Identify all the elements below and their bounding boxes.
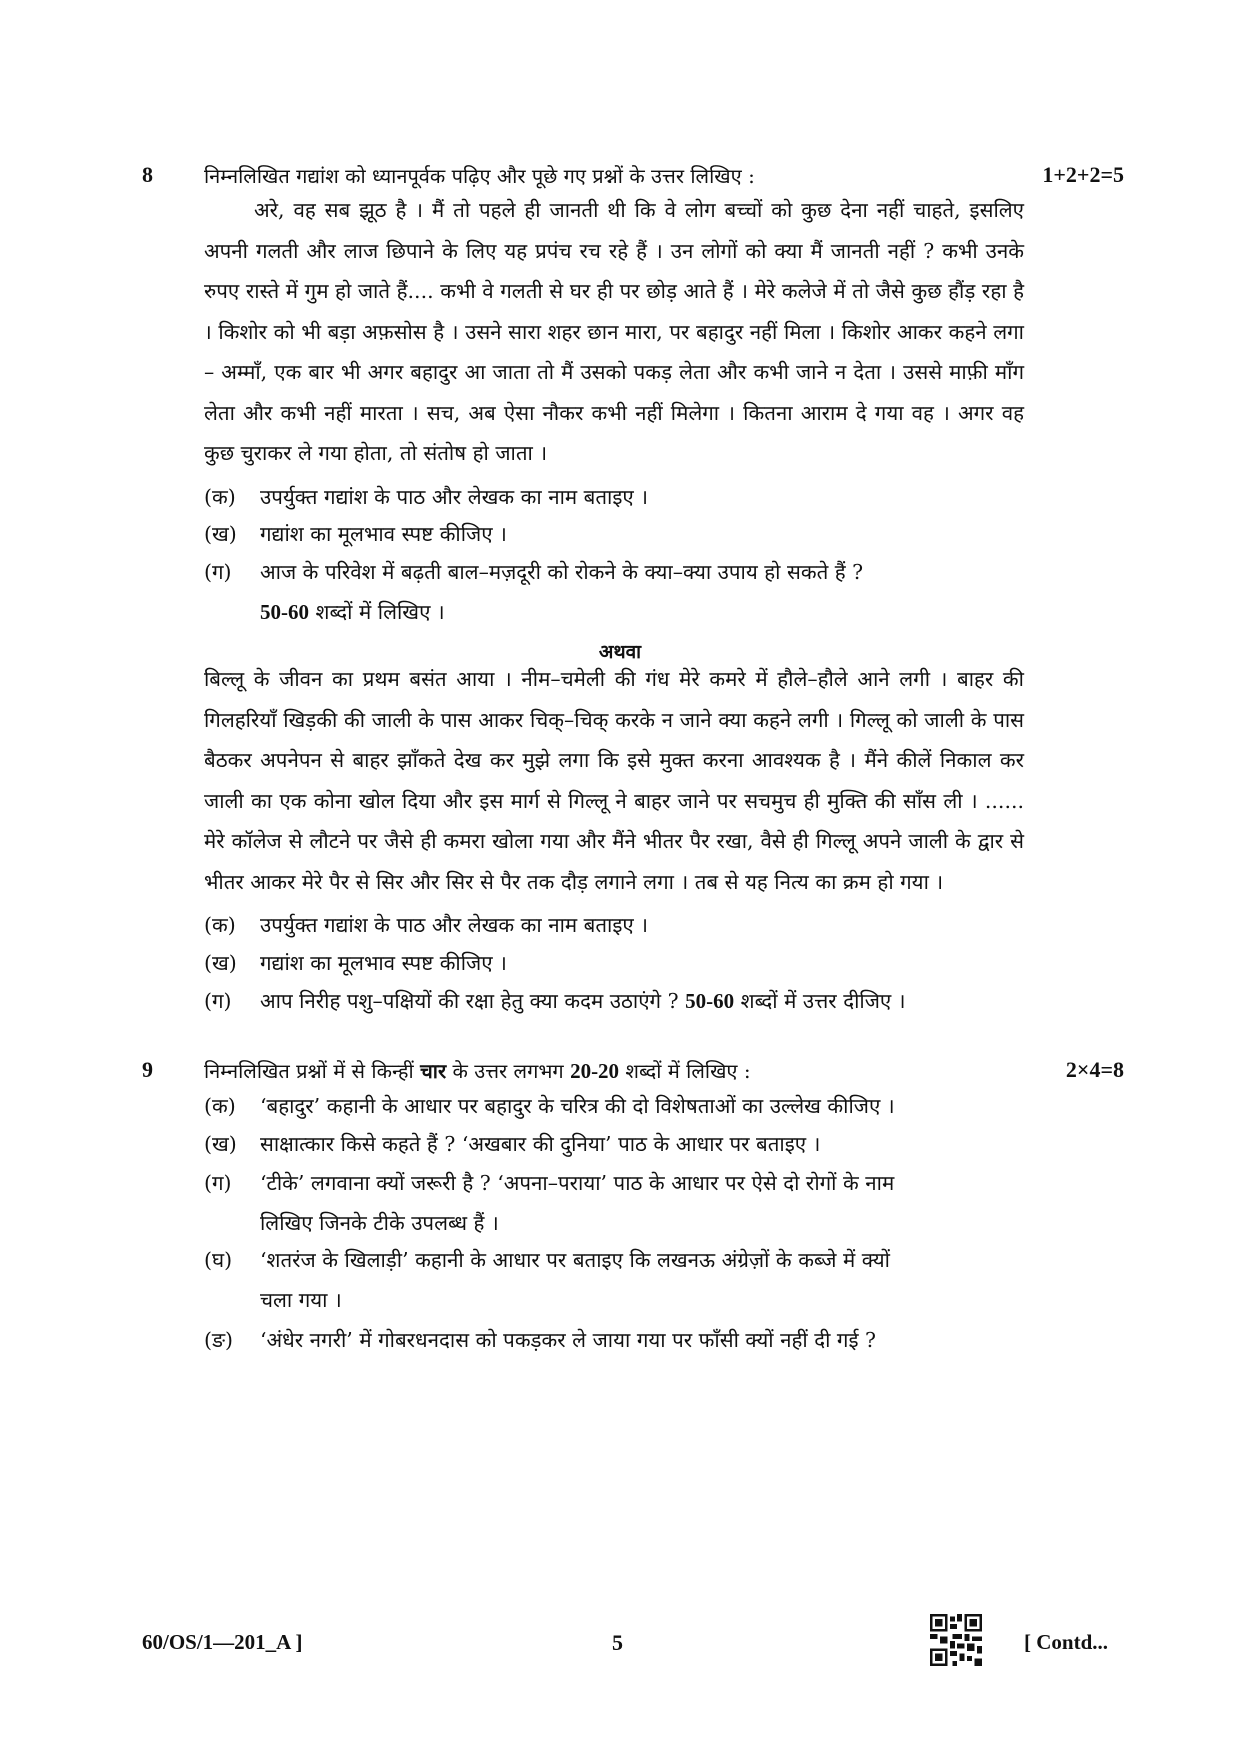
paper-code: 60/OS/1—201_A ] <box>142 1630 303 1654</box>
question-instruction: निम्नलिखित प्रश्नों में से किन्हीं चार के उत्तर लगभग 20-20 शब्दों में लिखिए : <box>204 1059 751 1083</box>
question-number: 8 <box>142 162 153 187</box>
question-instruction: निम्नलिखित गद्यांश को ध्यानपूर्वक पढ़िए और पूछे गए प्रश्नों के उत्तर लिखिए : <box>204 164 755 188</box>
or-divider: अथवा <box>598 641 642 663</box>
page-number: 5 <box>612 1630 623 1655</box>
question-marks: 1+2+2=5 <box>1042 162 1124 187</box>
passage-2: बिल्लू के जीवन का प्रथम बसंत आया । नीम–चमेली की गंध मेरे कमरे में हौले–हौले आने लगी । बाहर की गिलहरियाँ खिड़की की जाली के पास आकर चिक्–चिक् करके न जाने क्या कहने लगी । गिल्लू को जाली के पास बैठकर अपनेपन से बाहर झाँकते देख कर मुझे लगा कि इसे मुक्त करना आवश्यक है । मैंने कीलें निकाल कर जाली का एक कोना खोल दिया और इस मार्ग से गिल्लू ने बाहर जाने पर सचमुच ही मुक्ति की साँस ली । ...... मेरे कॉलेज से लौटने पर जैसे ही कमरा खोला गया और मैंने भीतर पैर रखा, वैसे ही गिल्लू अपने जाली के द्वार से भीतर आकर मेरे पैर से सिर और सिर से पैर तक दौड़ लगाने लगा । तब से यह नित्य का क्रम हो गया । <box>204 667 1024 894</box>
exam-page: 8 निम्नलिखित गद्यांश को ध्यानपूर्वक पढ़िए और पूछे गए प्रश्नों के उत्तर लिखिए : 1+2+2=5 अरे, वह सब झूठ है । मैं तो पहले ही जानती थी कि वे लोग बच्चों को कुछ देना नहीं चाहते, इसलिए अपनी गलती और लाज छिपाने के लिए यह प्रपंच रच रहे हैं । उन लोगों को क्या मैं जानती नहीं ? कभी उनके रुपए रास्ते में गुम हो जाते हैं.... कभी वे गलती से घर ही पर छोड़ आते हैं । मेरे कलेजे में तो जैसे कुछ हौंड़ रहा है । किशोर को भी बड़ा अफ़सोस है । उसने सारा शहर छान मारा, पर बहादुर नहीं मिला । किशोर आकर कहने लगा – अम्माँ, एक बार भी अगर बहादुर आ जाता तो मैं उसको पकड़ लेता और कभी जाने न देता । उससे माफ़ी माँग लेता और कभी नहीं मारता । सच, अब ऐसा नौकर कभी नहीं मिलेगा । कितना आराम दे गया वह । अगर वह कुछ चुराकर ले गया होता, तो संतोष हो जाता । (क) उपर्युक्त गद्यांश के पाठ और लेखक का नाम बताइए । (ख) गद्यांश का मूलभाव स्पष्ट कीजिए । (ग) आज के परिवेश में बढ़ती बाल–मज़दूरी को रोकने के क्या–क्या उपाय हो सकते हैं ? 50-60 शब्दों में लिखिए । अथवा बिल्लू के जीवन का प्रथम बसंत आया । नीम–चमेली की गंध मेरे कमरे में हौले–हौले आने लगी । बाहर की गिलहरियाँ खिड़की की जाली के पास आकर चिक्–चिक् करके न जाने क्या कहने लगी । गिल्लू को जाली के पास बैठकर अपनेपन से बाहर झाँकते देख कर मुझे लगा कि इसे मुक्त करना आवश्यक है । मैंने कीलें निकाल कर जाली का एक कोना खोल दिया और इस मार्ग से गिल्लू ने बाहर जाने पर सचमुच ही मुक्ति की साँस ली । ...... मेरे कॉलेज से लौटने पर जैसे ही कमरा खोला गया और मैंने भीतर पैर रखा, वैसे ही गिल्लू अपने जाली के द्वार से भीतर आकर मेरे पैर से सिर और सिर से पैर तक दौड़ लगाने लगा । तब से यह नित्य का क्रम हो गया । (क) उपर्युक्त गद्यांश के पाठ और लेखक का नाम बताइए । (ख) गद्यांश का मूलभाव स्पष्ट कीजिए । (ग) आप निरीह पशु–पक्षियों की रक्षा हेतु क्या कदम उठाएंगे ? 50-60 शब्दों में उत्तर दीजिए । 9 निम्नलिखित प्रश्नों में से किन्हीं चार के उत्तर लगभग 20-20 शब्दों में लिखिए : 2×4=8 (क) ‘बहादुर’ कहानी के आधार पर बहादुर के चरित्र की दो विशेषताओं का उल्लेख कीजिए । (ख) साक्षात्कार किसे कहते हैं ? ‘अखबार की दुनिया’ पाठ के आधार पर बताइए । (ग) ‘टीके’ लगवाना क्यों जरूरी है ? ‘अपना–पराया’ पाठ के आधार पर ऐसे दो रोगों के नाम लिखिए जिनके टीके उपलब्ध हैं । (घ) ‘शतरंज के खिलाड़ी’ कहानी के आधार पर बताइए कि लखनऊ अंग्रेज़ों के कब्जे में क्यों चला गया । (ङ) ‘अंधेर नगरी’ में गोबरधनदास को पकड़कर ले जाया गया पर फाँसी क्यों नहीं दी गई ? 60/OS/1—201_A ] 5 [ Contd... <box>0 0 1240 1753</box>
passage-1: अरे, वह सब झूठ है । मैं तो पहले ही जानती थी कि वे लोग बच्चों को कुछ देना नहीं चाहते, इसलिए अपनी गलती और लाज छिपाने के लिए यह प्रपंच रच रहे हैं । उन लोगों को क्या मैं जानती नहीं ? कभी उनके रुपए रास्ते में गुम हो जाते हैं.... कभी वे गलती से घर ही पर छोड़ आते हैं । मेरे कलेजे में तो जैसे कुछ हौंड़ रहा है । किशोर को भी बड़ा अफ़सोस है । उसने सारा शहर छान मारा, पर बहादुर नहीं मिला । किशोर आकर कहने लगा – अम्माँ, एक बार भी अगर बहादुर आ जाता तो मैं उसको पकड़ लेता और कभी जाने न देता । उससे माफ़ी माँग लेता और कभी नहीं मारता । सच, अब ऐसा नौकर कभी नहीं मिलेगा । कितना आराम दे गया वह । अगर वह कुछ चुराकर ले गया होता, तो संतोष हो जाता । <box>204 198 1024 465</box>
continued-label: [ Contd... <box>1024 1630 1109 1654</box>
qr-code-icon <box>930 1614 982 1666</box>
question-marks: 2×4=8 <box>1065 1057 1124 1082</box>
question-number: 9 <box>142 1057 153 1082</box>
